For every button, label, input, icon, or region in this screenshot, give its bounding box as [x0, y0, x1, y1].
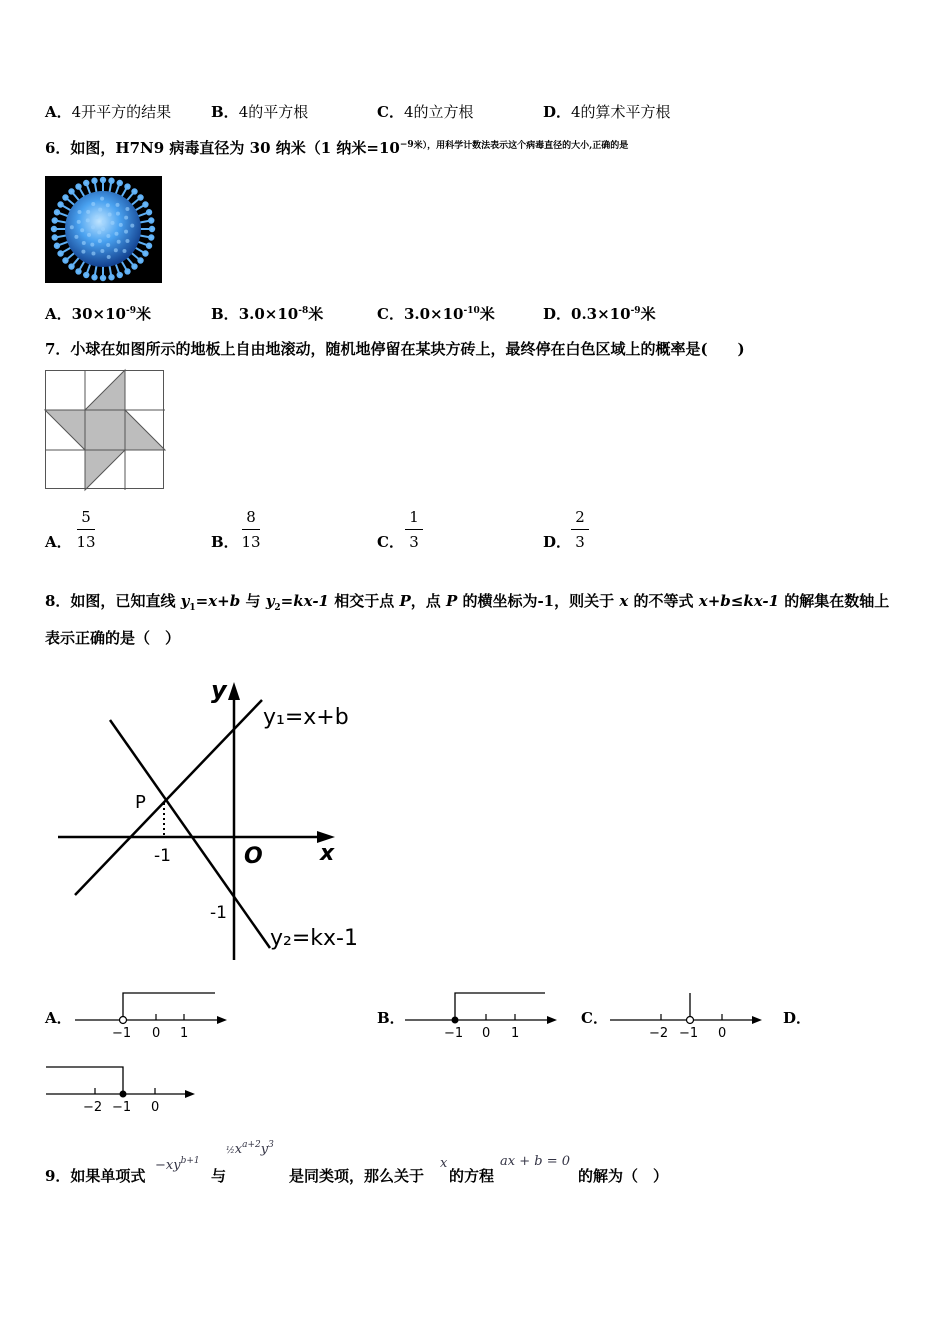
tick-label: −2	[83, 1100, 103, 1115]
q8-text: 8．如图，已知直线	[45, 592, 181, 610]
tick-label: −1	[679, 1026, 699, 1041]
y-axis-label: y	[211, 676, 227, 704]
option-text: 4开平方的结果	[71, 103, 172, 121]
q8-line-graph	[55, 678, 375, 963]
q9-stem-a: 9．如果单项式	[45, 1167, 146, 1185]
q6-stem	[45, 137, 628, 157]
q7-option-a-fraction	[75, 508, 97, 551]
q8-stem-line2: 表示正确的是（ ）	[45, 629, 181, 647]
q8-var: y	[180, 592, 190, 610]
q6-stem-small: 米），用科学计数法表示这个病毒直径的大小,正确的是	[413, 141, 629, 151]
tick-label: 0	[482, 1026, 491, 1041]
q5-option-d	[543, 103, 671, 121]
q8-stem-line1	[45, 592, 889, 617]
y-tick-label: -1	[210, 903, 227, 923]
line1-label: y₁=x+b	[263, 705, 349, 730]
monomial-coefficient: ½	[226, 1146, 235, 1156]
tick-label: 1	[511, 1026, 520, 1041]
option-label: B．	[211, 103, 239, 121]
option-label: A．	[45, 305, 72, 323]
q8-var: =x+b	[195, 592, 241, 610]
q8-text: 相交于点	[328, 592, 400, 610]
option-label: C．	[377, 305, 404, 323]
q6-option-c	[377, 305, 495, 323]
q7-option-c-fraction	[403, 508, 425, 551]
option-exponent: -10	[463, 306, 480, 316]
q8-option-c-label: C．	[581, 1009, 608, 1027]
x-axis-label: x	[320, 841, 335, 866]
option-text: 4的立方根	[403, 103, 474, 121]
q7-option-d-fraction	[569, 508, 591, 551]
q9-stem-d: 的方程	[449, 1167, 495, 1185]
virus-image	[45, 176, 162, 283]
q8-option-d-label: D．	[783, 1009, 812, 1027]
point-p-label: P	[135, 792, 146, 813]
denominator: 3	[575, 533, 585, 551]
q8-option-b-number-line	[400, 990, 560, 1040]
x-tick-label: -1	[154, 846, 171, 866]
q8-option-a-label: A．	[45, 1009, 72, 1027]
denominator: 13	[241, 533, 261, 551]
q8-var: P	[445, 592, 458, 610]
q6-stem-exponent: −9	[399, 140, 414, 150]
monomial-exponent: a+2	[242, 1140, 261, 1150]
q8-var: P	[399, 592, 411, 610]
monomial-exponent: b+1	[180, 1156, 200, 1166]
q9-stem-c: 是同类项，那么关于	[289, 1167, 425, 1185]
tick-label: −1	[112, 1026, 132, 1041]
shaded-region	[45, 370, 165, 490]
option-unit: 米	[135, 305, 151, 323]
option-label: D．	[543, 305, 572, 323]
q7-option-b-fraction	[240, 508, 262, 551]
q5-option-a	[45, 103, 171, 121]
denominator: 13	[76, 533, 96, 551]
option-base: 3.0×10	[238, 305, 299, 323]
tick-label: 0	[718, 1026, 727, 1041]
q8-option-c-number-line	[607, 990, 767, 1040]
q6-option-a	[45, 305, 151, 323]
tick-label: −2	[649, 1026, 669, 1041]
q8-text: 与	[240, 592, 266, 610]
y-axis-arrow	[228, 682, 240, 700]
monomial-exponent: 3	[268, 1140, 274, 1150]
q6-option-d	[543, 305, 656, 323]
option-base: 3.0×10	[403, 305, 464, 323]
q7-stem: 7．小球在如图所示的地板上自由地滚动，随机地停留在某块方砖上，最终停在白色区域上的概率是( )	[45, 340, 745, 358]
q7-option-b-label: B．	[211, 533, 239, 551]
q5-option-c	[377, 103, 474, 121]
q5-option-b	[211, 103, 308, 121]
q8-var: =kx-1	[280, 592, 329, 610]
q9-stem-e: 的解为（ ）	[578, 1167, 669, 1185]
q8-text: 的横坐标为-1，则关于	[457, 592, 620, 610]
option-exponent: -9	[630, 306, 641, 316]
numerator: 1	[409, 508, 419, 526]
q8-var: x	[619, 592, 629, 610]
line2-label: y₂=kx-1	[270, 926, 358, 951]
tick-label: 0	[152, 1026, 161, 1041]
option-label: A．	[45, 103, 72, 121]
q9-equation: ax + b = 0	[500, 1154, 570, 1169]
q9-stem-b: 与	[211, 1167, 227, 1185]
numerator: 5	[81, 508, 91, 526]
q8-text: 的解集在数轴上	[779, 592, 890, 610]
q8-sub: 2	[274, 603, 281, 613]
tick-label: −1	[444, 1026, 464, 1041]
option-label: B．	[211, 305, 239, 323]
q6-option-b	[211, 305, 323, 323]
q8-option-a-number-line	[70, 990, 230, 1040]
numerator: 8	[246, 508, 256, 526]
q9-x-variable: x	[440, 1156, 448, 1171]
numerator: 2	[575, 508, 585, 526]
q8-var: y	[265, 592, 275, 610]
option-label: C．	[377, 103, 404, 121]
option-base: 0.3×10	[571, 305, 631, 323]
tick-label: 1	[180, 1026, 189, 1041]
option-base: 30×10	[71, 305, 126, 323]
option-text: 4的算术平方根	[571, 103, 671, 121]
option-unit: 米	[479, 305, 495, 323]
virus-illustration	[45, 176, 162, 283]
q8-text: ，点	[410, 592, 446, 610]
option-exponent: -8	[298, 306, 309, 316]
option-text: 4的平方根	[238, 103, 309, 121]
q8-inequality: x+b≤kx-1	[698, 592, 780, 610]
floor-tiles-figure	[45, 370, 165, 490]
q8-text: 的不等式	[628, 592, 699, 610]
option-unit: 米	[640, 305, 656, 323]
q8-option-b-label: B．	[377, 1009, 405, 1027]
q9-monomial-1	[155, 1156, 200, 1173]
q8-option-d-number-line	[45, 1064, 205, 1114]
q7-option-c-label: C．	[377, 533, 404, 551]
q9-monomial-2	[226, 1140, 274, 1157]
q7-option-d-label: D．	[543, 533, 572, 551]
monomial-y: y	[260, 1142, 269, 1157]
q6-stem-main: 6．如图，H7N9 病毒直径为 30 纳米（1 纳米=10	[45, 139, 400, 157]
monomial-base: −xy	[155, 1158, 181, 1173]
option-unit: 米	[308, 305, 324, 323]
option-exponent: -9	[125, 306, 136, 316]
option-label: D．	[543, 103, 572, 121]
tick-label: 0	[151, 1100, 160, 1115]
monomial-x: x	[234, 1142, 243, 1157]
q7-option-a-label: A．	[45, 533, 72, 551]
denominator: 3	[409, 533, 419, 551]
tick-label: −1	[112, 1100, 132, 1115]
origin-label: O	[244, 844, 263, 869]
q8-sub: 1	[189, 603, 196, 613]
